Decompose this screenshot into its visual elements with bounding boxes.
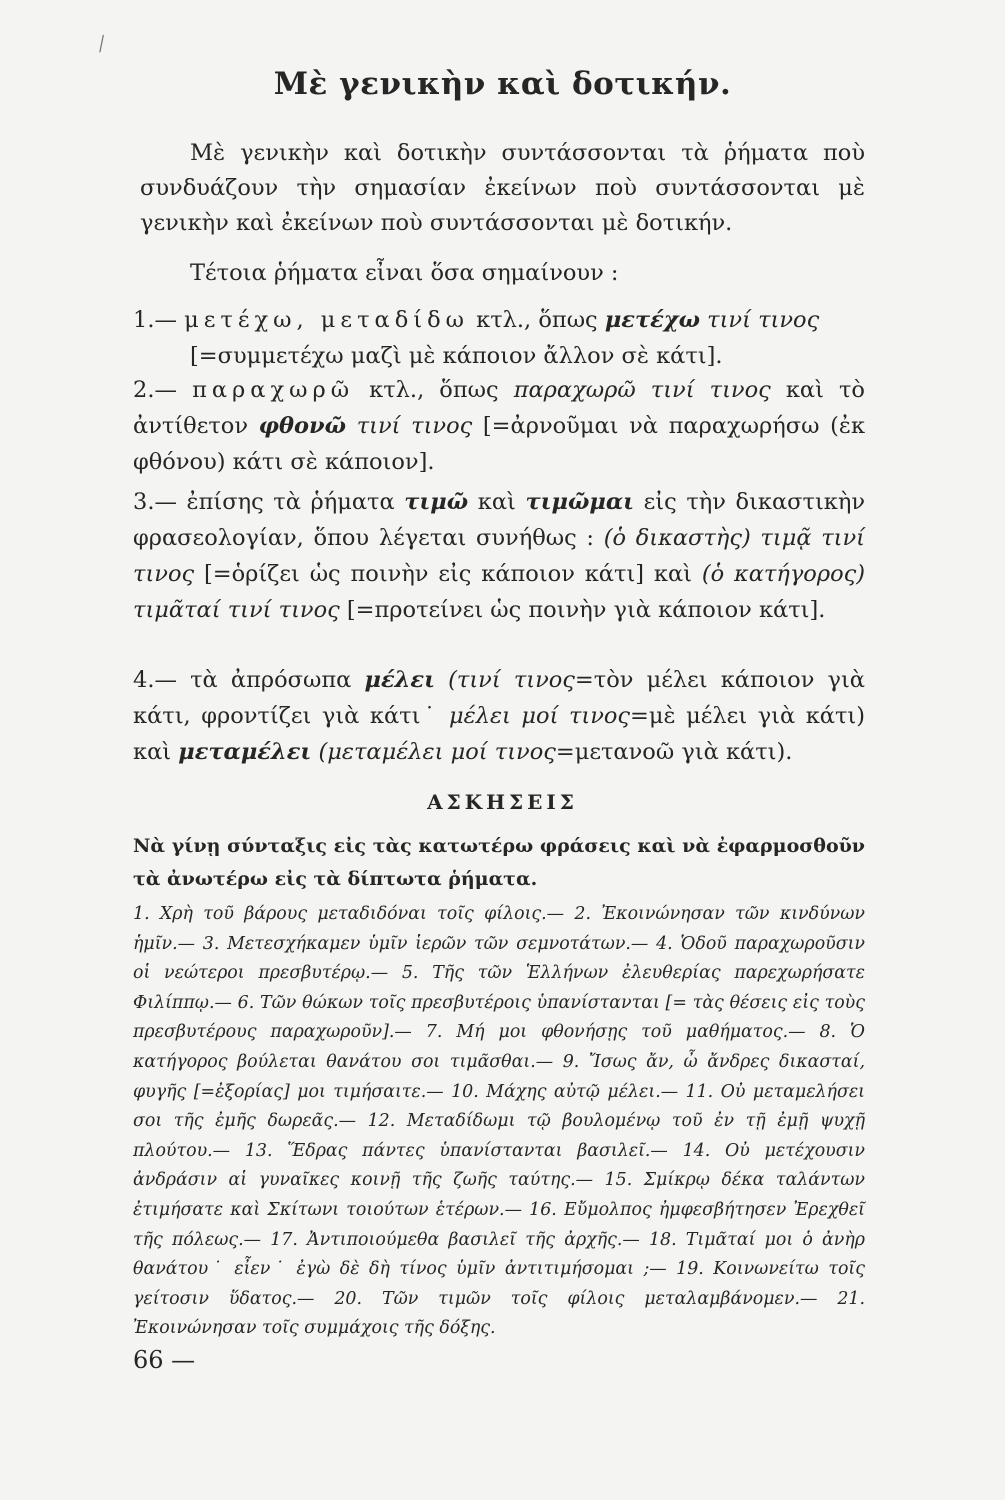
verb-example: τιμῶ [404,489,469,515]
item-text: κτλ., ὅπως [468,307,605,333]
exercises-text: 1. Χρὴ τοῦ βάρους μεταδιδόναι τοῖς φίλοις.— 2. Ἐκοινώνησαν τῶν κινδύνων ἡμῖν.— 3. Μετεσχήκαμεν ὑμῖν ἱερῶν τῶν σεμνοτάτων.— 4. Ὁδοῦ παραχωροῦσιν οἱ νεώτεροι πρεσβυτέρῳ.— 5. Τῆς τῶν Ἑλλήνων ἐλευθερίας παρεχωρήσατε Φιλίππῳ.— 6. Τῶν θώκων τοῖς πρεσβυτέροις ὑπανίστανται [= τὰς θέσεις εἰς τοὺς πρεσβυτέρους παραχωροῦν].— 7. Μή μοι φθονήσῃς τοῦ μαθήματος.— 8. Ὁ κατήγορος βούλεται θανάτου σοι τιμᾶσθαι.— 9. Ἴσως ἄν, ὦ ἄνδρες δικασταί, φυγῆς [=ἐξορίας] μοι τιμήσαιτε.— 10. Μάχης αὐτῷ μέλει.— 11. Οὐ μεταμελήσει σοι τῆς ἐμῆς δωρεᾶς.— 12. Μεταδίδωμι τῷ βουλομένῳ τοῦ ἐν τῇ ἐμῇ ψυχῇ πλούτου.— 13. Ἕδρας πάντες ὑπανίστανται βασιλεῖ.— 14. Οὐ μετέχουσιν ἀνδράσιν αἱ γυναῖκες κοινῇ τῆς ζωῆς ταύτης.— 15. Σμίκρῳ δέκα ταλάντων ἐτιμήσατε καὶ Σκίτωνι τοιούτων ἑτέρων.— 16. Εὔμολπος ἠμφεσβήτησεν Ἐρεχθεῖ τῆς πόλεως.— 17. Ἀντιποιούμεθα βασιλεῖ τῆς ἀρχῆς.— 18. Τιμᾶταί μοι ὁ ἀνὴρ θανάτου˙ εἶεν˙ ἐγὼ δὲ δὴ τίνος ὑμῖν ἀντιτιμήσομαι ;— 19. Κοινωνείτω τοῖς γείτοσιν ὕδατος.— 20. Τῶν τιμῶν τοῖς φίλοις μεταλαμβάνομεν.— 21. Ἐκοινώνησαν τοῖς συμμάχοις τῆς δόξης. [133,904,865,1339]
verb-example: τιμῶμαι [525,489,635,515]
item-text: εἰς τὴν δικαστικὴν φρασεολογίαν, ὅπου λέγεται συνήθως : [133,489,865,551]
exercises-heading: ΑΣΚΗΣΕΙΣ [427,790,578,814]
intro-line: Τέτοια ῥήματα εἶναι ὅσα σημαίνουν : [190,260,619,286]
item-text: ἐπίσης τὰ ῥήματα [176,489,405,515]
page-title: Μὲ γενικὴν καὶ δοτικήν. [273,66,732,102]
item-text: καὶ [468,489,526,515]
item-number: 2.— [133,377,177,403]
italic-example: (μεταμέλει μοί τινος [311,739,556,765]
item-text-continued: [=συμμετέχω μαζὶ μὲ κάποιον ἄλλον σὲ κάτι]. [190,343,723,369]
italic-example: παραχωρῶ τινί τινος [513,377,771,403]
verb-example: μεταμέλει [178,739,312,765]
verb-example: μέλει [364,667,435,693]
item-text: καὶ τὸ ἀντίθετον [133,377,865,439]
italic-example: τινί τινος [346,413,473,439]
item-text: =τὸν μέλει κάποιον γιὰ κάτι, φροντίζει γιὰ κάτι˙ [133,667,865,729]
page-number: 66 — [133,1346,196,1374]
italic-example: (ὁ δικαστὴς) τιμᾷ τινί τινος [133,525,865,587]
verb-spaced: μετέχω, μεταδίδω [184,307,469,333]
verb-example: φθονῶ [258,413,347,439]
item-text: κτλ., ὅπως [354,377,514,403]
item-text: τὰ ἀπρόσωπα [176,667,365,693]
list-item-4 [133,662,865,770]
italic-example: μέλει μοί τινος [449,703,631,729]
item-text: [=προτείνει ὡς ποινὴν γιὰ κάποιον κάτι]. [339,597,826,623]
verb-spaced: παραχωρῶ [192,377,355,403]
verb-example: μετέχω [604,307,700,333]
item-text: [=ὁρίζει ὡς ποινὴν εἰς κάποιον κάτι] καὶ [194,561,702,587]
item-text: =μετανοῶ γιὰ κάτι). [555,739,793,765]
item-number: 3.— [133,489,177,515]
italic-example: (ὁ κατήγορος) τιμᾶταί τινί τινος [133,561,866,623]
item-text: =μὲ μέλει γιὰ κάτι) καὶ [133,703,866,765]
item-text: [=ἀρνοῦμαι νὰ παραχωρήσω (ἐκ φθόνου) κάτι σὲ κάποιον]. [133,413,866,475]
list-item-3 [133,484,865,628]
list-item-1 [133,302,865,374]
pencil-mark-icon: ⁄ [95,32,108,56]
list-item-2 [133,372,865,480]
italic-example: (τινί τινος [434,667,575,693]
exercises-instruction: Νὰ γίνῃ σύνταξις εἰς τὰς κατωτέρω φράσεις καὶ νὰ ἐφαρμοσθοῦν τὰ ἀνωτέρω εἰς τὰ δίπτωτα ῥήματα. [133,835,865,890]
italic-example: τινί τινος [700,307,820,333]
item-number: 1.— [133,307,177,333]
intro-paragraph: Μὲ γενικὴν καὶ δοτικὴν συντάσσονται τὰ ῥήματα ποὺ συνδυάζουν τὴν σημασίαν ἐκείνων ποὺ συντάσσονται μὲ γενικὴν καὶ ἐκείνων ποὺ συντάσσονται μὲ δοτικήν. [140,140,865,236]
item-number: 4.— [133,667,177,693]
